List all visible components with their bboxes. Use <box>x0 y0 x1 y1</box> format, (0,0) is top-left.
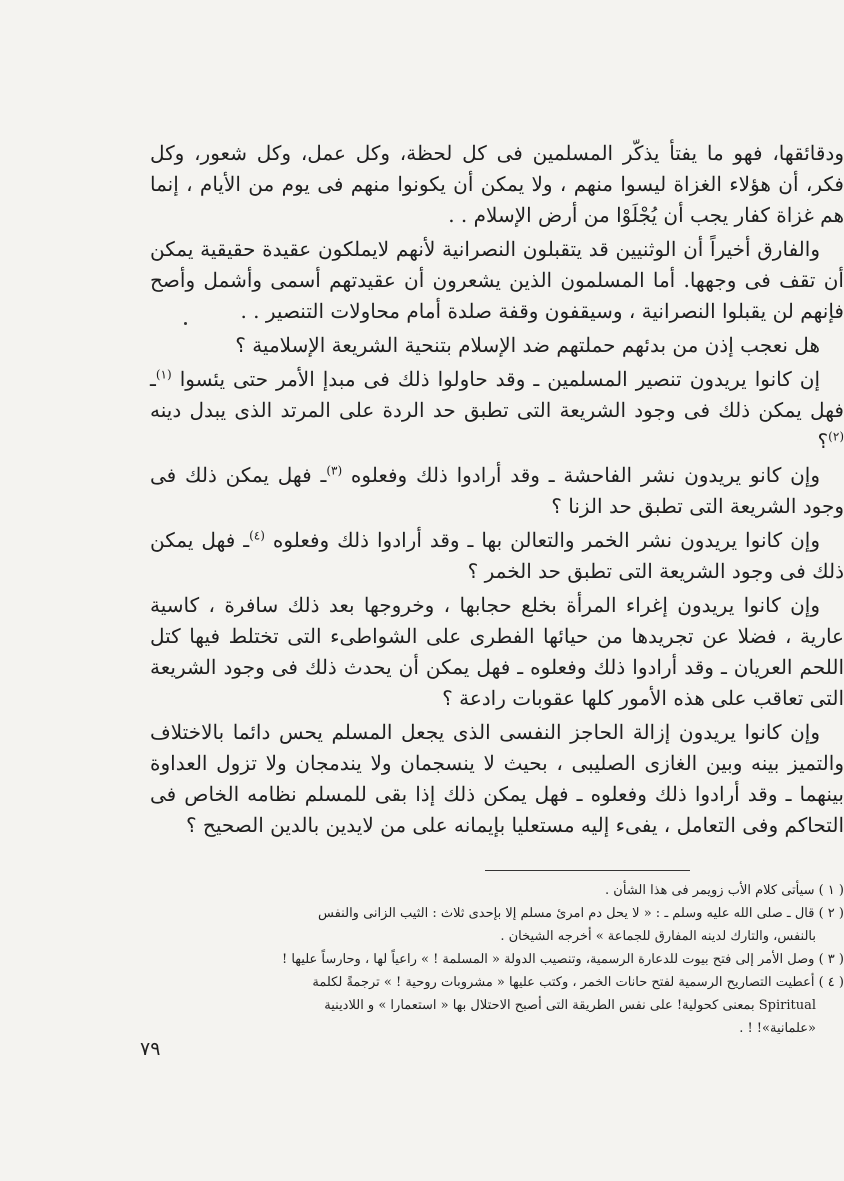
footnote-2-continued: بالنفس، والتارك لدينه المفارق للجماعة » أخرجه الشيخان . <box>500 929 816 944</box>
paragraph-apostasy-text-c: ؟ <box>817 429 829 453</box>
footnote-4-continued: Spiritual بمعنى كحولية! على نفس الطريقة التى أصبح الاحتلال بها « استعمارا » و اللادينية <box>324 998 816 1013</box>
footnote-ref-4[interactable]: (٤) <box>249 528 265 543</box>
paragraph-alcohol-text-b: ـ فهل يمكن ذلك فى وجود الشريعة التى تطبق حد الخمر ؟ <box>150 528 844 583</box>
paragraph-adultery <box>150 460 844 522</box>
stray-dot-mark <box>184 322 187 325</box>
paragraph-barrier: وإن كانوا يريدون إزالة الحاجز النفسى الذى يجعل المسلم يحس دائما بالاختلاف والتميز بينه وبين الغازى الصليبى ، بحيث لا ينسجمان ولا يندمجان ولا تزول العداوة بينهما ـ وقد أرادوا ذلك وفعلوه ـ فهل يمكن ذلك إذا بقى للمسلم نظامه الخاص فى التحاكم وفى التعامل ، يفىء إليه مستعليا بإيمانه على من لايدين بالدين الصحيح ؟ <box>150 720 844 837</box>
footnote-ref-2[interactable]: (٢) <box>828 429 844 444</box>
paragraph-apostasy-text-a: إن كانوا يريدون تنصير المسلمين ـ وقد حاولوا ذلك فى مبدإ الأمر حتى يئسوا <box>179 367 821 391</box>
footnote-4: ( ٤ ) أعطيت التصاريح الرسمية لفتح حانات الخمر ، وكتب عليها « مشروبات روحية ! » ترجمةً لكلمة <box>312 975 844 990</box>
paragraph-question: هل نعجب إذن من بدئهم حملتهم ضد الإسلام بتنحية الشريعة الإسلامية ؟ <box>235 333 820 357</box>
paragraph-difference: والفارق أخيراً أن الوثنيين قد يتقبلون النصرانية لأنهم لايملكون عقيدة حقيقية يمكن أن تقف فى وجهها. أما المسلمون الذين يشعرون أن عقيدتهم أسمى وأشمل وأصح فإنهم لن يقبلوا النصرانية ، وسيقفون وقفة صلدة أمام محاولات التنصير . . <box>150 237 844 323</box>
footnote-separator <box>485 870 690 871</box>
paragraph-continuation: ودقائقها، فهو ما يفتأ يذكّر المسلمين فى كل لحظة، وكل عمل، وكل شعور، وكل فكر، أن هؤلاء الغزاة ليسوا منهم ، ولا يمكن أن يكونوا منهم فى يوم من الأيام ، إنما هم غزاة كفار يجب أن يُجْلَوْا من أرض الإسلام . . <box>150 141 844 227</box>
paragraph-woman: وإن كانوا يريدون إغراء المرأة بخلع حجابها ، وخروجها بعد ذلك سافرة ، كاسية عارية ، فضلا عن تجريدها من حيائها الفطرى على الشواطىء التى تختلط فيها كتل اللحم العريان ـ وقد أرادوا ذلك وفعلوه ـ فهل يمكن أن يحدث ذلك فى وجود الشريعة التى تعاقب على هذه الأمور كلها عقوبات رادعة ؟ <box>150 593 844 710</box>
footnote-ref-1[interactable]: (١) <box>155 367 172 382</box>
footnote-2: ( ٢ ) قال ـ صلى الله عليه وسلم ـ : « لا يحل دم امرئ مسلم إلا بإحدى ثلاث : الثيب الزانى والنفس <box>318 906 844 921</box>
paragraph-adultery-text-a: وإن كانو يريدون نشر الفاحشة ـ وقد أرادوا ذلك وفعلوه <box>350 463 821 487</box>
page-number: ٧٩ <box>140 1038 161 1060</box>
paragraph-alcohol-text-a: وإن كانوا يريدون نشر الخمر والتعالن بها ـ وقد أرادوا ذلك وفعلوه <box>272 528 820 552</box>
paragraph-apostasy-text-b: ـ فهل يمكن ذلك فى وجود الشريعة التى تطبق حد الردة على المرتد الذى يبدل دينه <box>150 367 844 422</box>
footnote-1: ( ١ ) سيأتى كلام الأب زويمر فى هذا الشأن . <box>605 883 844 898</box>
footnote-4-end: «علمانية»! ! . <box>739 1021 816 1036</box>
paragraph-alcohol <box>150 525 844 587</box>
footnotes <box>140 880 844 1041</box>
paragraph-adultery-text-b: ـ فهل يمكن ذلك فى وجود الشريعة التى تطبق حد الزنا ؟ <box>150 463 844 518</box>
main-text <box>150 138 844 844</box>
footnote-ref-3[interactable]: (٣) <box>326 463 343 478</box>
footnote-3: ( ٣ ) وصل الأمر إلى فتح بيوت للدعارة الرسمية، وتنصيب الدولة « المسلمة ! » راعياً لها ، وحارساً عليها ! <box>281 952 844 967</box>
paragraph-apostasy <box>150 364 844 457</box>
